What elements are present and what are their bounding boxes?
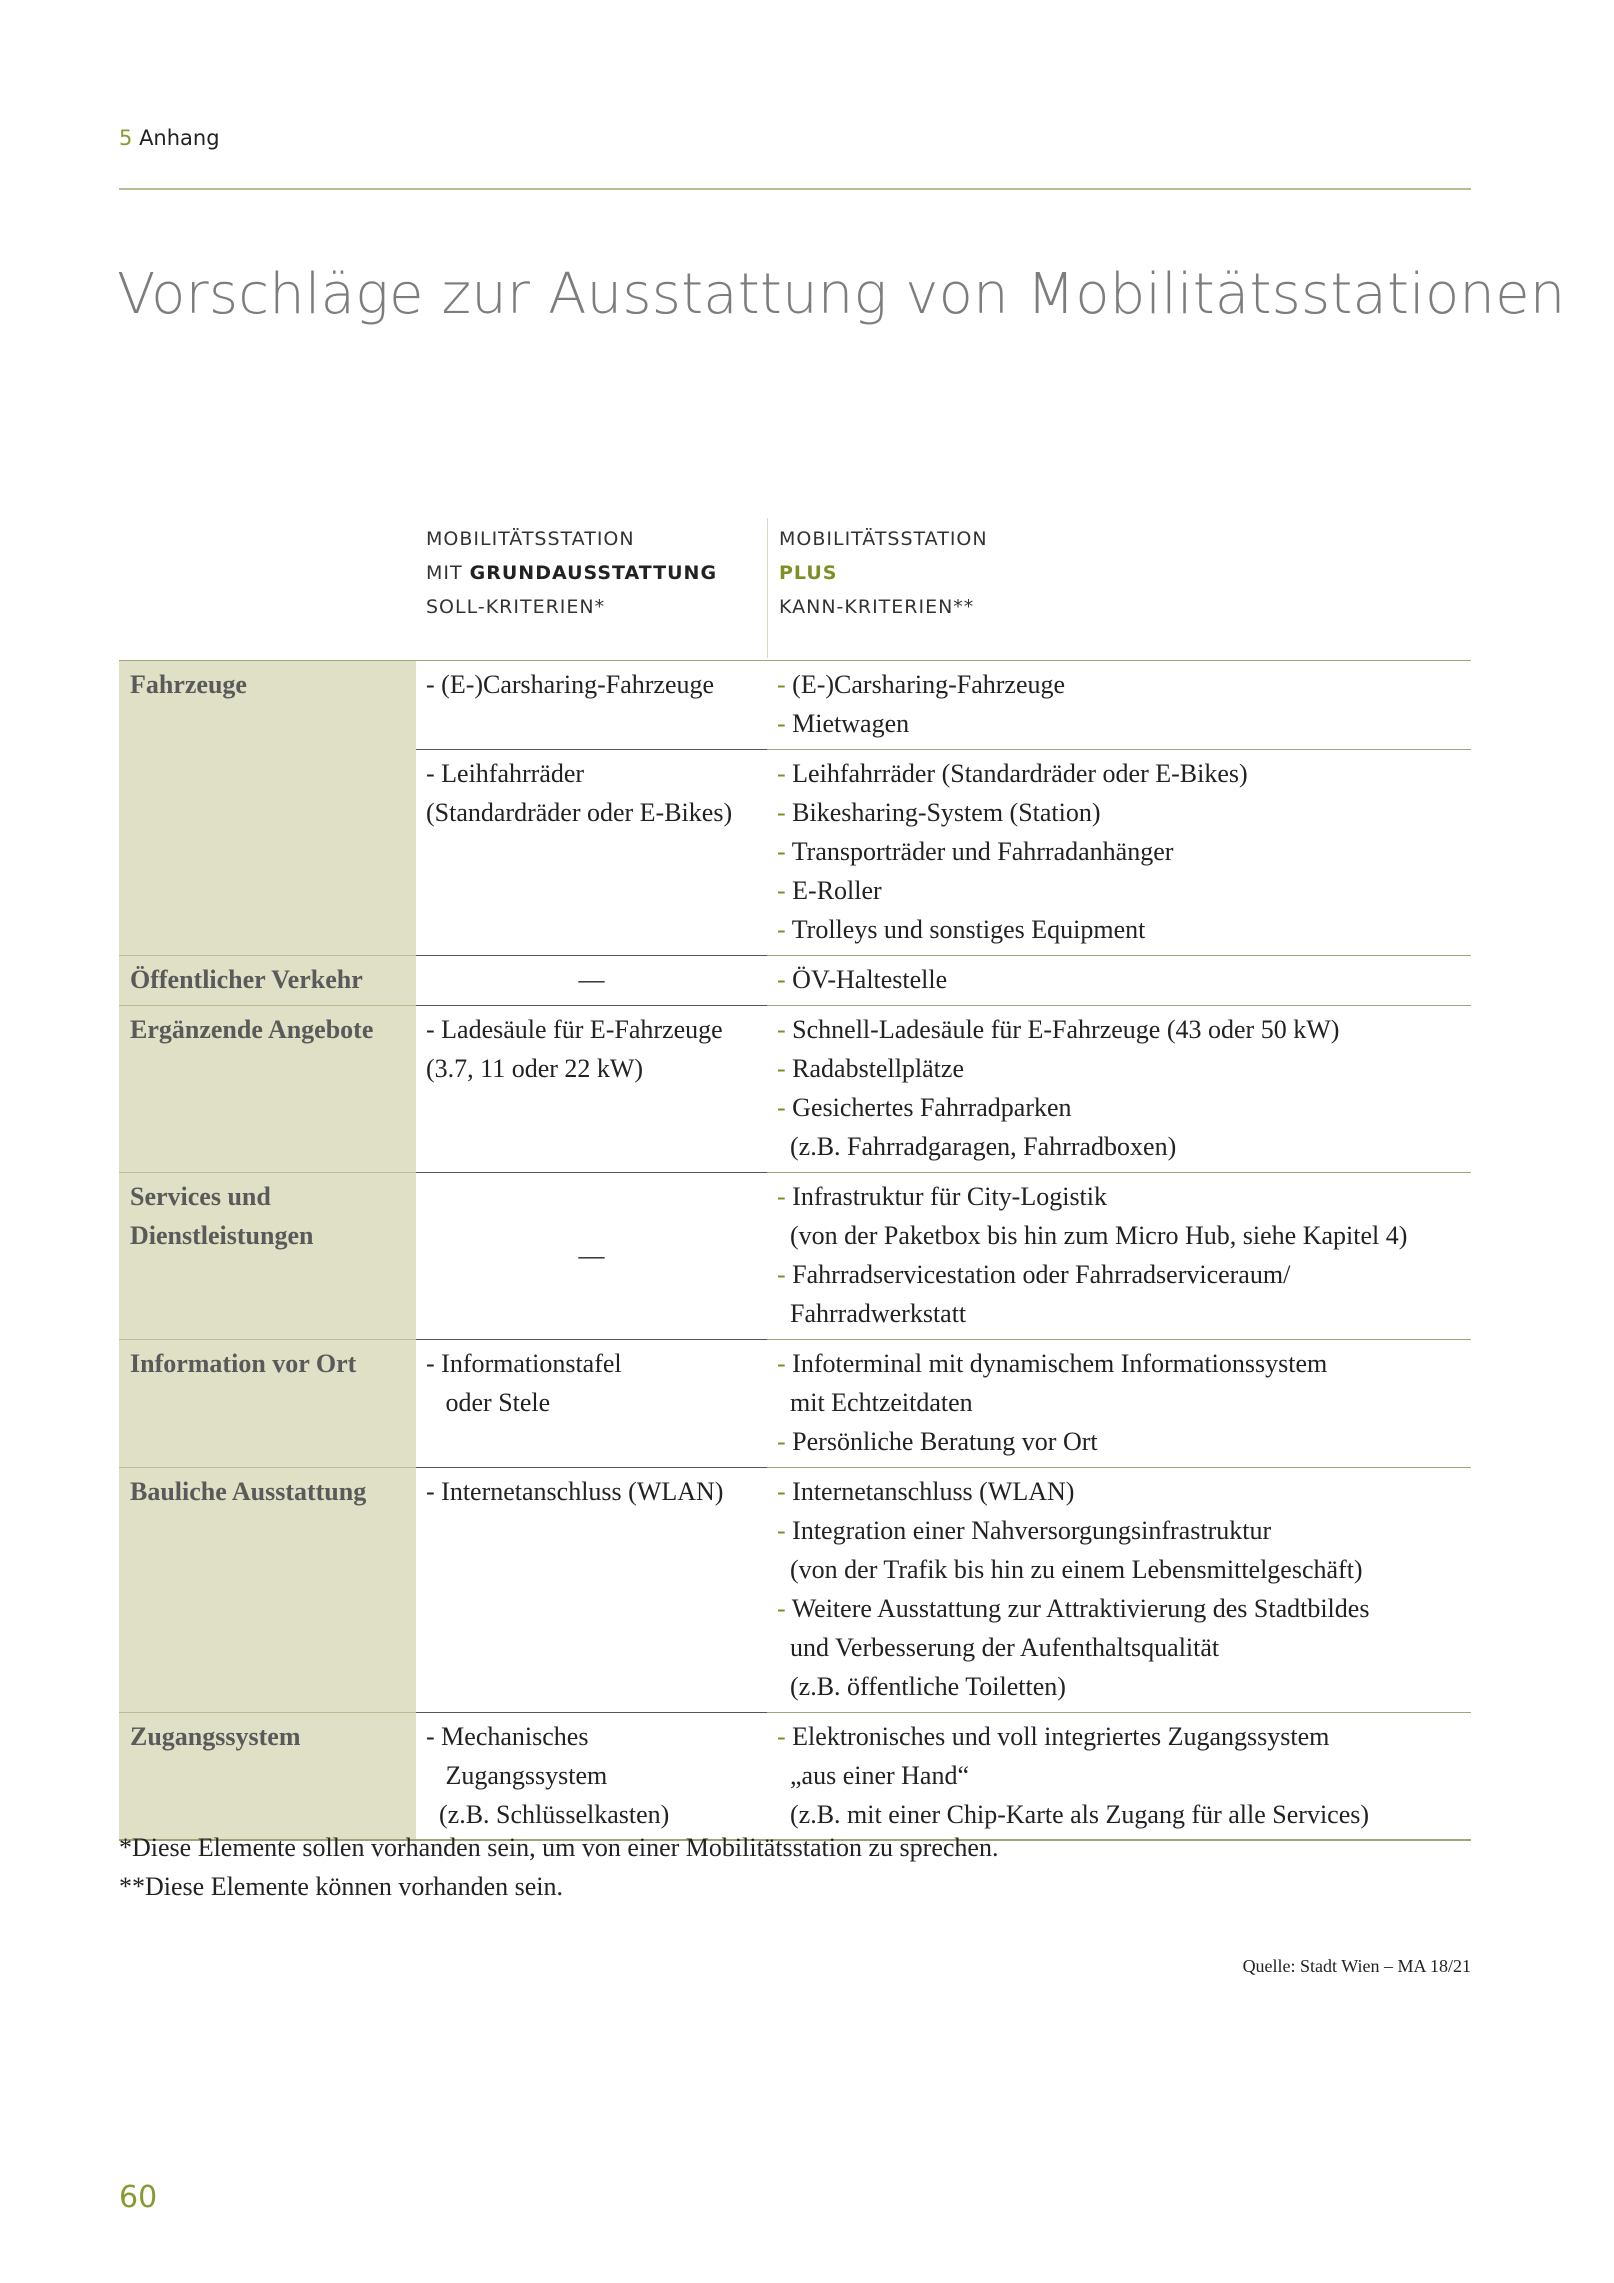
cell-text: Infoterminal mit dynamischem Informationssystem (792, 1349, 1328, 1378)
cell-text: - Ladesäule für E-Fahrzeuge (426, 1015, 723, 1044)
header-rule (119, 188, 1471, 190)
bullet-dash: - (777, 759, 793, 788)
bullet-dash: - (777, 965, 793, 994)
cell-line (777, 1127, 1461, 1166)
cell-text: und Verbesserung der Aufenthaltsqualität (777, 1633, 1220, 1662)
column-header-plus-line2: PLUS (779, 562, 838, 584)
cell-line (777, 1589, 1461, 1628)
basic-cell (416, 1005, 767, 1172)
cell-line (426, 1756, 757, 1795)
cell-line (777, 1628, 1461, 1667)
cell-line (777, 1216, 1461, 1255)
cell-line (777, 665, 1461, 704)
cell-text: (z.B. Schlüsselkasten) (426, 1800, 670, 1829)
cell-text: Radabstellplätze (792, 1054, 964, 1083)
category-label: Dienstleistungen (130, 1221, 314, 1250)
table-row (119, 1005, 1471, 1172)
cell-line (777, 1344, 1461, 1383)
category-cell (119, 1172, 416, 1339)
cell-line (777, 1383, 1461, 1422)
bullet-dash: - (777, 1427, 793, 1456)
plus-cell (767, 1005, 1471, 1172)
cell-line (426, 960, 757, 999)
category-label: Information vor Ort (130, 1349, 357, 1378)
cell-line (777, 871, 1461, 910)
cell-line (426, 754, 757, 793)
basic-cell (416, 1172, 767, 1339)
cell-line (777, 1010, 1461, 1049)
basic-cell (416, 1712, 767, 1840)
cell-text: (E-)Carsharing-Fahrzeuge (792, 670, 1066, 699)
cell-line (426, 1010, 757, 1049)
plus-cell (767, 1712, 1471, 1840)
cell-text: (z.B. mit einer Chip-Karte als Zugang für alle Services) (777, 1800, 1370, 1829)
cell-line (426, 665, 757, 704)
category-cell (119, 1467, 416, 1712)
cell-line (426, 1472, 757, 1511)
cell-line (777, 1422, 1461, 1461)
page-title: Vorschläge zur Ausstattung von Mobilitätsstationen (117, 262, 1566, 327)
column-header-basic-line3: SOLL-KRITERIEN* (426, 596, 606, 618)
plus-cell (767, 1339, 1471, 1467)
cell-line (777, 960, 1461, 999)
cell-text: Persönliche Beratung vor Ort (792, 1427, 1098, 1456)
category-cell (119, 1339, 416, 1467)
cell-text: (3.7, 11 oder 22 kW) (426, 1054, 644, 1083)
cell-line (426, 1344, 757, 1383)
footnote-1: *Diese Elemente sollen vorhanden sein, um von einer Mobilitätsstation zu sprechen. (119, 1833, 999, 1862)
cell-line (777, 1550, 1461, 1589)
cell-text: „aus einer Hand“ (777, 1761, 970, 1790)
cell-line (777, 832, 1461, 871)
cell-text: Zugangssystem (426, 1761, 608, 1790)
plus-cell (767, 1172, 1471, 1339)
cell-text: (von der Paketbox bis hin zum Micro Hub, siehe Kapitel 4) (777, 1221, 1408, 1250)
category-cell (119, 660, 416, 955)
bullet-dash: - (777, 1594, 792, 1623)
cell-line (777, 1667, 1461, 1706)
column-header-basic-line1: MOBILITÄTSSTATION (426, 528, 635, 550)
equipment-table (119, 660, 1471, 1840)
cell-text: E-Roller (792, 876, 882, 905)
cell-text: Transporträder und Fahrradanhänger (791, 837, 1174, 866)
plus-cell (767, 660, 1471, 749)
cell-line (777, 1472, 1461, 1511)
cell-line (426, 1049, 757, 1088)
plus-cell (767, 955, 1471, 1005)
cell-text: Integration einer Nahversorgungsinfrastruktur (792, 1516, 1272, 1545)
cell-line (777, 1049, 1461, 1088)
cell-text: - Leihfahrräder (426, 759, 585, 788)
table-row (119, 1172, 1471, 1339)
cell-text: - (E-)Carsharing-Fahrzeuge (426, 670, 715, 699)
cell-text: (z.B. öffentliche Toiletten) (777, 1672, 1066, 1701)
cell-text: Schnell-Ladesäule für E-Fahrzeuge (43 oder 50 kW) (792, 1015, 1340, 1044)
cell-text: — (578, 1240, 605, 1270)
bullet-dash: - (777, 1477, 793, 1506)
cell-text: - Informationstafel (426, 1349, 622, 1378)
table-row (119, 1467, 1471, 1712)
category-cell (119, 955, 416, 1005)
table-row (119, 1339, 1471, 1467)
cell-text: - Mechanisches (426, 1722, 589, 1751)
bullet-dash: - (777, 670, 793, 699)
running-header (119, 126, 220, 150)
cell-line (777, 1177, 1461, 1216)
cell-text: (Standardräder oder E-Bikes) (426, 798, 733, 827)
column-header-plus-line1: MOBILITÄTSSTATION (779, 528, 988, 550)
cell-text: Leihfahrräder (Standardräder oder E-Bikes) (792, 759, 1248, 788)
footnotes (119, 1828, 998, 1906)
basic-cell (416, 660, 767, 749)
cell-text: Trolleys und sonstiges Equipment (791, 915, 1146, 944)
chapter-title: Anhang (139, 126, 220, 150)
bullet-dash: - (777, 1516, 793, 1545)
bullet-dash: - (777, 1349, 793, 1378)
cell-line (777, 1255, 1461, 1294)
cell-text: oder Stele (426, 1388, 551, 1417)
bullet-dash: - (777, 1722, 793, 1751)
cell-line (579, 1236, 605, 1275)
cell-text: Elektronisches und voll integriertes Zugangssystem (792, 1722, 1330, 1751)
basic-cell (416, 749, 767, 955)
cell-line (426, 793, 757, 832)
cell-text: mit Echtzeitdaten (777, 1388, 973, 1417)
bullet-dash: - (777, 915, 792, 944)
cell-text: Fahrradwerkstatt (777, 1299, 967, 1328)
plus-cell (767, 749, 1471, 955)
plus-cell (767, 1467, 1471, 1712)
cell-line (426, 1383, 757, 1422)
category-cell (119, 1005, 416, 1172)
cell-line (426, 1717, 757, 1756)
cell-line (777, 910, 1461, 949)
cell-line (777, 1717, 1461, 1756)
bullet-dash: - (777, 1015, 793, 1044)
column-header-basic-bold: GRUNDAUSSTATTUNG (469, 562, 718, 584)
cell-text: - Internetanschluss (WLAN) (426, 1477, 724, 1506)
column-header-basic-prefix: MIT (426, 562, 470, 584)
category-label: Ergänzende Angebote (130, 1015, 374, 1044)
cell-text: (von der Trafik bis hin zu einem Lebensmittelgeschäft) (777, 1555, 1363, 1584)
bullet-dash: - (777, 1093, 793, 1122)
category-label: Fahrzeuge (130, 670, 247, 699)
cell-text: Gesichertes Fahrradparken (792, 1093, 1072, 1122)
cell-text: (z.B. Fahrradgaragen, Fahrradboxen) (777, 1132, 1177, 1161)
chapter-number: 5 (119, 126, 133, 150)
cell-text: Bikesharing-System (Station) (792, 798, 1101, 827)
cell-line (777, 793, 1461, 832)
footnote-2: **Diese Elemente können vorhanden sein. (119, 1872, 564, 1901)
column-header-basic-line2 (426, 556, 717, 590)
bullet-dash: - (777, 1182, 793, 1211)
column-header-basic (426, 522, 717, 624)
category-cell (119, 1712, 416, 1840)
category-label: Bauliche Ausstattung (130, 1477, 367, 1506)
bullet-dash: - (777, 1260, 793, 1289)
cell-line (777, 1511, 1461, 1550)
column-header-divider (767, 518, 768, 658)
bullet-dash: - (777, 709, 793, 738)
table-row (119, 1712, 1471, 1840)
column-header-plus-line3: KANN-KRITERIEN** (779, 596, 975, 618)
cell-line (777, 704, 1461, 743)
column-header-plus (779, 522, 988, 624)
bullet-dash: - (777, 876, 793, 905)
basic-cell (416, 1339, 767, 1467)
category-label: Öffentlicher Verkehr (130, 965, 363, 994)
page-number: 60 (119, 2180, 158, 2215)
basic-cell (416, 955, 767, 1005)
cell-line (777, 1088, 1461, 1127)
category-label: Services und (130, 1182, 271, 1211)
bullet-dash: - (777, 1054, 793, 1083)
bullet-dash: - (777, 837, 792, 866)
cell-text: Internetanschluss (WLAN) (792, 1477, 1075, 1506)
cell-text: Fahrradservicestation oder Fahrradserviceraum/ (792, 1260, 1291, 1289)
cell-text: Infrastruktur für City-Logistik (792, 1182, 1108, 1211)
cell-text: Weitere Ausstattung zur Attraktivierung des Stadtbildes (791, 1594, 1370, 1623)
cell-text: ÖV-Haltestelle (792, 965, 948, 994)
cell-line (777, 754, 1461, 793)
basic-cell (416, 1467, 767, 1712)
table-row (119, 955, 1471, 1005)
cell-text: — (578, 965, 605, 994)
cell-text: Mietwagen (792, 709, 910, 738)
source-credit: Quelle: Stadt Wien – MA 18/21 (1242, 1956, 1471, 1976)
bullet-dash: - (777, 798, 793, 827)
category-label: Zugangssystem (130, 1722, 301, 1751)
cell-line (777, 1294, 1461, 1333)
table-row (119, 660, 1471, 955)
cell-line (777, 1756, 1461, 1795)
